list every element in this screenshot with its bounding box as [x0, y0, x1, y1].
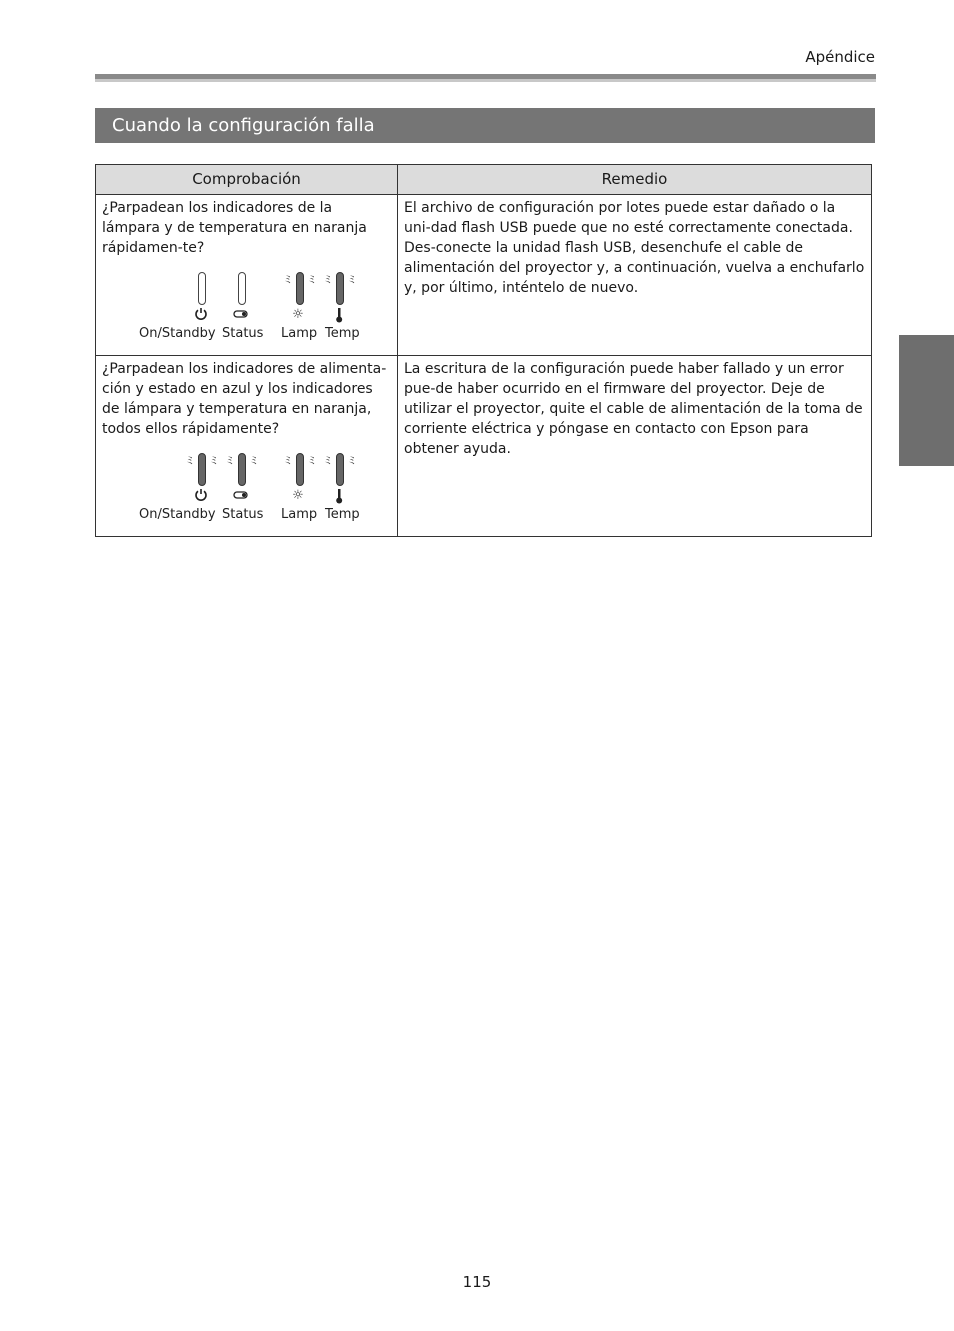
led-light: [198, 272, 206, 305]
blink-ray-icon: ミ: [347, 275, 357, 286]
power-icon: [193, 307, 209, 323]
check-cell: [96, 195, 398, 356]
led-light: [238, 453, 246, 486]
indicator-label: Temp: [325, 507, 360, 522]
blink-ray-icon: ミ: [307, 275, 317, 286]
indicator-label: Lamp: [281, 507, 318, 522]
blink-ray-icon: ミ: [347, 456, 357, 467]
check-cell: [96, 356, 398, 537]
blink-ray-icon: ミ: [225, 456, 235, 467]
lamp-icon: ☼: [292, 307, 304, 322]
indicator-label: Status: [222, 326, 264, 341]
remedy-text: La escritura de la configuración puede haber fallado y un error pue-de haber ocurrido en el firmware del proyector. Deje de utilizar el proyector, quite el cable de alimentación de la toma de corriente eléctrica y póngase en contacto con Epson para obtener ayuda.: [404, 361, 863, 457]
indicator-panel: [102, 272, 391, 348]
check-text: ¿Parpadean los indicadores de la lámpara y de temperatura en naranja rápidamen-te?: [102, 200, 367, 256]
led-light: [336, 453, 344, 486]
indicator-label: On/Standby: [139, 326, 216, 341]
column-header-remedy: Remedio: [398, 165, 872, 195]
led-light: [336, 272, 344, 305]
led-light: [296, 453, 304, 486]
thermometer-icon: [332, 307, 346, 323]
status-icon: [233, 307, 249, 323]
lamp-icon: ☼: [292, 488, 304, 503]
blink-ray-icon: ミ: [209, 456, 219, 467]
indicator-status: [212, 453, 272, 529]
indicator-on-standby: [132, 453, 219, 529]
section-bar: [95, 108, 875, 143]
indicator-temp: [310, 272, 370, 348]
indicator-status: [212, 272, 272, 348]
table-header-row: [96, 165, 872, 195]
blink-ray-icon: ミ: [283, 275, 293, 286]
page-header-title: Apéndice: [805, 48, 875, 66]
blink-ray-icon: ミ: [283, 456, 293, 467]
blink-ray-icon: ミ: [185, 456, 195, 467]
check-text: ¿Parpadean los indicadores de alimenta-ción y estado en azul y los indicadores de lámpara y temperatura en naranja, todos ellos rápidamente?: [102, 361, 387, 437]
led-light: [296, 272, 304, 305]
indicator-label: Temp: [325, 326, 360, 341]
blink-ray-icon: ミ: [307, 456, 317, 467]
indicator-label: Lamp: [281, 326, 318, 341]
indicator-panel: [102, 453, 391, 529]
blink-ray-icon: ミ: [323, 275, 333, 286]
led-light: [238, 272, 246, 305]
chapter-side-tab: [899, 335, 954, 466]
led-light: [198, 453, 206, 486]
header-rule: [95, 74, 876, 82]
status-icon: [233, 488, 249, 504]
remedy-cell: [398, 356, 872, 537]
page-number: 115: [462, 1273, 492, 1291]
indicator-label: On/Standby: [139, 507, 216, 522]
indicator-temp: [310, 453, 370, 529]
section-title: Cuando la configuración falla: [112, 115, 375, 136]
thermometer-icon: [332, 488, 346, 504]
column-header-check: Comprobación: [96, 165, 398, 195]
indicator-label: Status: [222, 507, 264, 522]
remedy-cell: [398, 195, 872, 356]
table-row: [96, 356, 872, 537]
blink-ray-icon: ミ: [323, 456, 333, 467]
remedy-text: El archivo de configuración por lotes puede estar dañado o la uni-dad flash USB puede que no esté correctamente conectada. Des-conecte la unidad flash USB, desenchufe el cable de alimentación del proyector y, a continuación, vuelva a enchufarlo y, por último, inténtelo de nuevo.: [404, 200, 865, 296]
indicator-on-standby: [132, 272, 216, 348]
table-row: [96, 195, 872, 356]
troubleshooting-table: [95, 164, 872, 537]
power-icon: [193, 488, 209, 504]
blink-ray-icon: ミ: [249, 456, 259, 467]
